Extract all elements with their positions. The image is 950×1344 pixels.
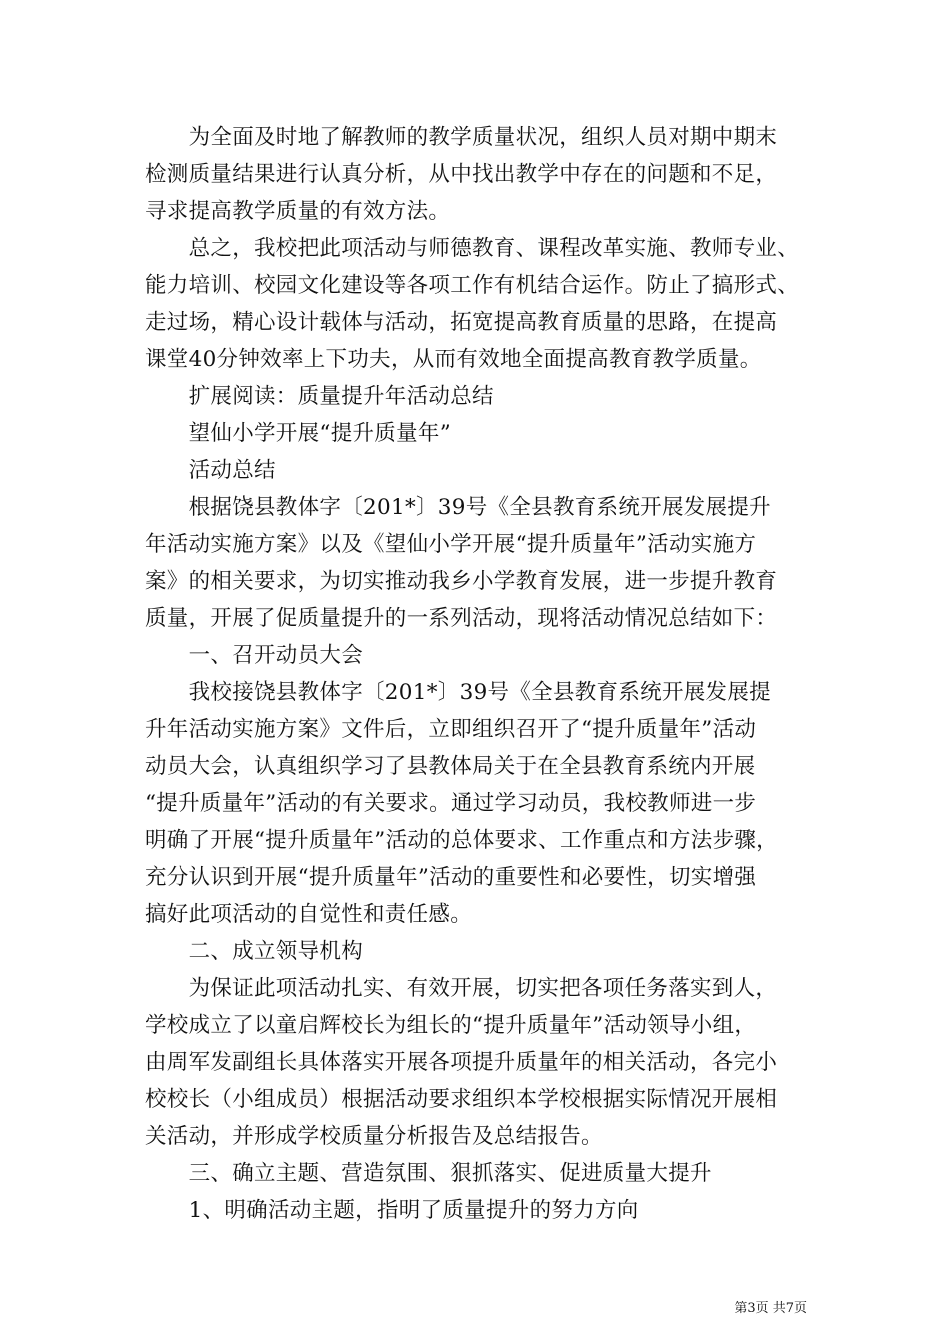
paragraph-line: 升年活动实施方案》文件后，立即组织召开了“提升质量年”活动 — [145, 717, 757, 742]
paragraph-line: 我校接饶县教体字〔201*〕39号《全县教育系统开展发展提 — [145, 680, 771, 705]
paragraph-line: 搞好此项活动的自觉性和责任感。 — [145, 902, 473, 927]
paragraph-line: 校校长（小组成员）根据活动要求组织本学校根据实际情况开展相 — [145, 1087, 778, 1112]
paragraph-line: 明确了开展“提升质量年”活动的总体要求、工作重点和方法步骤， — [145, 828, 778, 853]
section-heading: 扩展阅读：质量提升年活动总结 — [145, 384, 494, 409]
paragraph-line: “提升质量年”活动的有关要求。通过学习动员，我校教师进一步 — [145, 791, 757, 816]
paragraph-line: 年活动实施方案》以及《望仙小学开展“提升质量年”活动实施方 — [145, 532, 757, 557]
section-heading: 三、确立主题、营造氛围、狠抓落实、促进质量大提升 — [145, 1161, 712, 1186]
paragraph-line: 充分认识到开展“提升质量年”活动的重要性和必要性，切实增强 — [145, 865, 757, 890]
paragraph-line: 寻求提高教学质量的有效方法。 — [145, 199, 451, 224]
paragraph-line: 质量，开展了促质量提升的一系列活动，现将活动情况总结如下： — [145, 606, 778, 631]
paragraph-line: 课堂40分钟效率上下功夫，从而有效地全面提高教育教学质量。 — [145, 347, 762, 372]
section-heading: 望仙小学开展“提升质量年” — [145, 421, 451, 446]
paragraph-line: 由周军发副组长具体落实开展各项提升质量年的相关活动，各完小 — [145, 1050, 778, 1075]
paragraph-line: 走过场，精心设计载体与活动，拓宽提高教育质量的思路，在提高 — [145, 310, 778, 335]
paragraph-line: 为全面及时地了解教师的教学质量状况，组织人员对期中期末 — [145, 125, 778, 150]
section-heading: 活动总结 — [145, 458, 276, 483]
paragraph-line: 能力培训、校园文化建设等各项工作有机结合运作。防止了搞形式、 — [145, 273, 800, 298]
paragraph-line: 总之，我校把此项活动与师德教育、课程改革实施、教师专业、 — [145, 236, 800, 261]
paragraph-line: 动员大会，认真组织学习了县教体局关于在全县教育系统内开展 — [145, 754, 756, 779]
page-number: 第3页 共7页 — [734, 1301, 807, 1316]
section-heading: 二、成立领导机构 — [145, 939, 364, 964]
section-heading: 1、明确活动主题，指明了质量提升的努力方向 — [145, 1198, 639, 1223]
paragraph-line: 检测质量结果进行认真分析，从中找出教学中存在的问题和不足， — [145, 162, 778, 187]
paragraph-line: 根据饶县教体字〔201*〕39号《全县教育系统开展发展提升 — [145, 495, 771, 520]
paragraph-line: 为保证此项活动扎实、有效开展，切实把各项任务落实到人， — [145, 976, 778, 1001]
paragraph-line: 学校成立了以童启辉校长为组长的“提升质量年”活动领导小组， — [145, 1013, 757, 1038]
section-heading: 一、召开动员大会 — [145, 643, 364, 668]
paragraph-line: 关活动，并形成学校质量分析报告及总结报告。 — [145, 1124, 603, 1149]
paragraph-line: 案》的相关要求，为切实推动我乡小学教育发展，进一步提升教育 — [145, 569, 778, 594]
